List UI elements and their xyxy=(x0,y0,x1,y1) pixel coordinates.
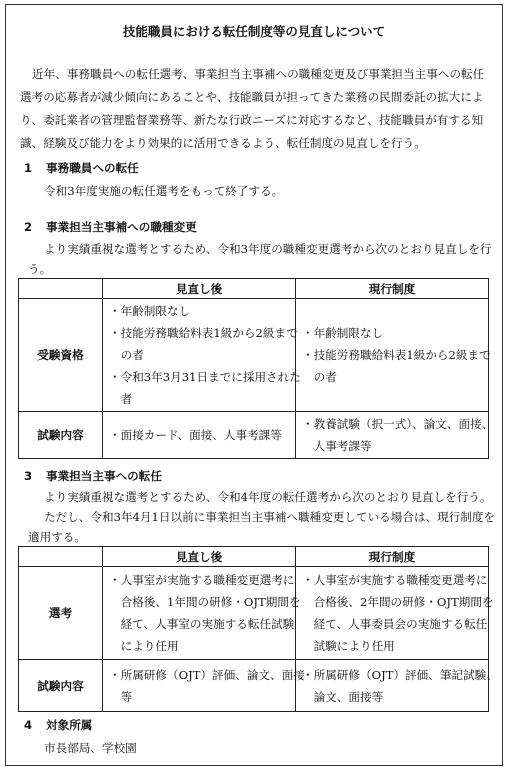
section-2-body-line2: う。 xyxy=(28,262,52,276)
cell-list xyxy=(296,567,494,660)
cell-line: ・人事室が実施する職種変更選考に xyxy=(109,573,295,587)
cell-line: ・技能労務職給料表1級から2級まで xyxy=(109,326,298,340)
section-3-heading: 3 事業担当主事への転任 xyxy=(24,469,162,483)
cell-list xyxy=(296,412,494,459)
column-header-current: 現行制度 xyxy=(296,279,489,299)
cell-line: 経て、人事室の実施する転任試験 xyxy=(109,617,295,631)
column-header-after: 見直し後 xyxy=(103,279,296,299)
cell-line: ・所属研修（OJT）評価、論文、面接 xyxy=(109,668,305,682)
cell-line: 合格後、1年間の研修・OJT期間を xyxy=(109,595,301,609)
section-4-heading: 4 対象所属 xyxy=(24,718,93,732)
cell-line: ・人事室が実施する職種変更選考に xyxy=(302,573,488,587)
intro-paragraph: 近年、事務職員への転任選考、事業担当主事補への職種変更及び事業担当主事への転任選考の応募者が減少傾向にあることや、技能職員が担ってきた業務の民間委託の拡大により、委託業者の管理監督業務等、新たな行政ニーズに対応するなど、技能職員が有する知識、経験及び能力をより効果的に活用できるよう、転任制度の見直しを行う。 xyxy=(20,67,485,150)
cell-line: ・令和3年3月31日までに採用された xyxy=(109,370,301,384)
section-4-body: 市長部局、学校園 xyxy=(44,741,137,755)
section-2-body-line1: より実績重視な選考とするため、令和3年度の職種変更選考から次のとおり見直しを行 xyxy=(44,242,492,256)
section-1-body: 令和3年度実施の転任選考をもって終了する。 xyxy=(44,184,284,198)
cell-line: ・技能労務職給料表1級から2級まで xyxy=(302,348,491,362)
cell-list xyxy=(103,660,305,712)
cell-list xyxy=(296,299,489,412)
row-label-eligibility: 受験資格 xyxy=(19,299,103,412)
cell-line: 合格後、2年間の研修・OJT期間を xyxy=(302,595,494,609)
section-3-table xyxy=(18,546,498,712)
section-2-heading: 2 事業担当主事補への職種変更 xyxy=(24,220,197,234)
row-label-selection: 選考 xyxy=(19,567,103,660)
section-3-body-line1: より実績重視な選考とするため、令和4年度の転任選考から次のとおり見直しを行う。 xyxy=(44,490,492,504)
cell-list xyxy=(103,299,301,412)
cell-line: ・面接カード、面接、人事考課等 xyxy=(109,428,282,442)
cell-line: により任用 xyxy=(109,639,179,653)
cell-line: 者 xyxy=(109,392,133,406)
cell-line: ・年齢制限なし xyxy=(109,304,191,318)
section-2-table xyxy=(18,278,494,459)
section-3-body-line3: 適用する。 xyxy=(28,530,86,544)
cell-list xyxy=(103,567,301,660)
row-label-exam-content: 試験内容 xyxy=(19,660,103,712)
section-3-body-line2: ただし、令和3年4月1日以前に事業担当主事補へ職種変更している場合は、現行制度を xyxy=(44,510,496,524)
cell-list xyxy=(103,412,296,459)
cell-list xyxy=(296,660,498,712)
cell-line: 経て、人事委員会の実施する転任 xyxy=(302,617,488,631)
section-1-heading: 1 事務職員への転任 xyxy=(24,161,139,175)
document-title: 技能職員における転任制度等の見直しについて xyxy=(122,24,386,39)
cell-line: ・年齢制限なし xyxy=(302,326,384,340)
cell-line: 等 xyxy=(109,690,133,704)
cell-line: 試験により任用 xyxy=(302,639,395,653)
column-header-after: 見直し後 xyxy=(103,547,296,567)
document-page xyxy=(5,4,503,766)
cell-line: 人事考課等 xyxy=(302,439,372,453)
column-header-current: 現行制度 xyxy=(296,547,489,567)
cell-line: の者 xyxy=(109,348,144,362)
cell-line: 論文、面接等 xyxy=(302,690,384,704)
row-label-exam-content: 試験内容 xyxy=(19,412,103,459)
cell-line: ・教養試験（択一式）、論文、面接、 xyxy=(302,417,494,431)
cell-line: の者 xyxy=(302,370,337,384)
cell-line: ・所属研修（OJT）評価、筆記試験、 xyxy=(302,668,498,682)
